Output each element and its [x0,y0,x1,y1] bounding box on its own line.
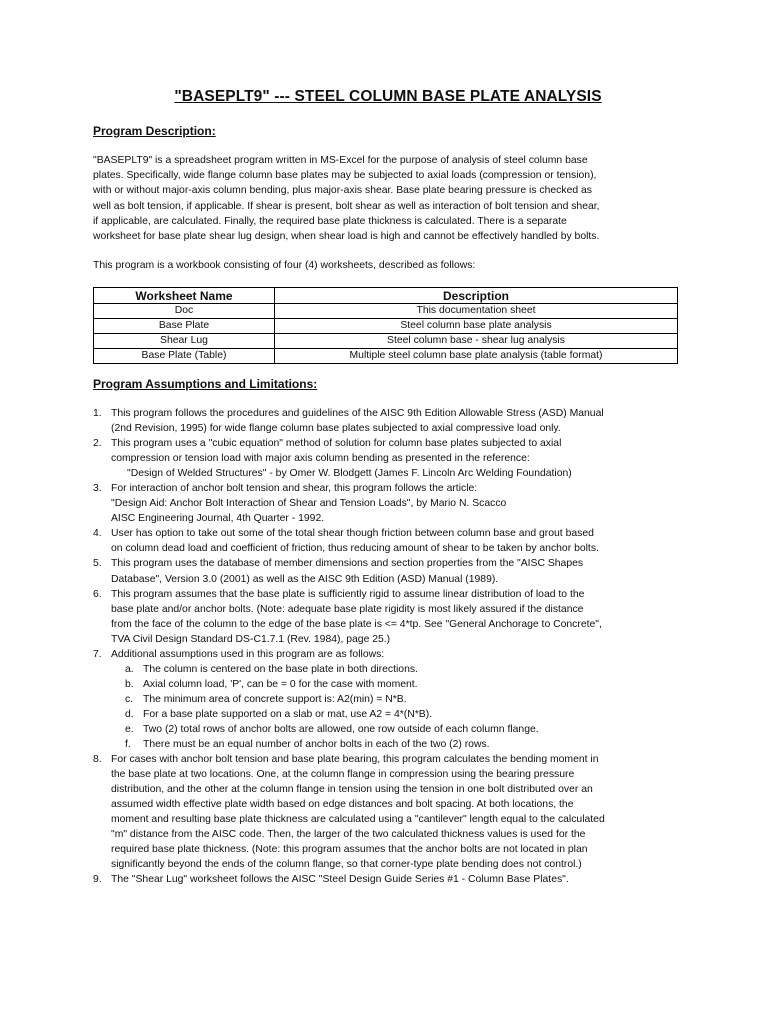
reference-line: "Design of Welded Structures" - by Omer W. Blodgett (James F. Lincoln Arc Welding Foundation) [127,468,572,480]
sub-item-text: There must be an equal number of anchor bolts in each of the two (2) rows. [143,739,490,751]
list-item [93,481,683,526]
item-line: Additional assumptions used in this program are as follows: [111,648,385,660]
program-description-text [93,153,678,244]
sub-item-letter: b. [125,678,134,690]
sub-list-item [111,662,683,677]
item-number: 9. [93,874,102,886]
table-row [94,304,678,319]
item-line: "m" distance from the AISC code. Then, the larger of the two calculated thickness values is used for the [111,829,586,841]
document-title: "BASEPLT9" --- STEEL COLUMN BASE PLATE ANALYSIS [174,88,602,105]
list-item [93,752,683,872]
worksheet-description-cell: This documentation sheet [275,304,678,319]
list-item [93,872,683,887]
program-description-heading: Program Description: [93,124,216,138]
sub-list-item [111,707,683,722]
item-line: For interaction of anchor bolt tension and shear, this program follows the article: [111,483,478,495]
table-row [94,319,678,334]
item-line: This program follows the procedures and guidelines of the AISC 9th Edition Allowable Stress (ASD) Manual [111,408,604,419]
worksheet-description-cell: Multiple steel column base plate analysis (table format) [275,349,678,364]
sub-item-text: The column is centered on the base plate in both directions. [143,663,418,675]
description-line: "BASEPLT9" is a spreadsheet program written in MS-Excel for the purpose of analysis of steel column base [93,155,588,166]
item-line: User has option to take out some of the total shear though friction between column base and grout based [111,528,594,540]
item-number: 2. [93,438,102,450]
description-line: with or without major-axis column bending, plus major-axis shear. Base plate bearing pressure is checked as [93,185,592,197]
sub-assumptions-list [111,662,683,752]
item-line: required base plate thickness. (Note: this program assumes that the anchor bolts are not located in plan [111,844,588,856]
item-line: For cases with anchor bolt tension and base plate bearing, this program calculates the bending moment in [111,754,599,766]
description-line: well as bolt tension, if applicable. If shear is present, bolt shear as well as interaction of bolt tension and shear, [93,200,600,212]
item-line: This program assumes that the base plate is sufficiently rigid to assume linear distribution of load to the [111,588,585,600]
worksheet-name-cell: Base Plate [94,319,275,334]
item-line: compression or tension load with major axis column bending as presented in the reference: [111,453,530,465]
item-line: This program uses a "cubic equation" method of solution for column base plates subjected to axial [111,438,562,450]
item-line: distribution, and the other at the column flange in tension using the tension in one bolt distributed over an [111,784,593,796]
list-item [93,556,683,586]
description-line: worksheet for base plate shear lug design, when shear load is high and cannot be effectively handled by bolts. [93,231,600,243]
item-line: AISC Engineering Journal, 4th Quarter - 1992. [111,513,325,525]
description-line: if applicable, are calculated. Finally, the required base plate thickness is calculated. There is a separate [93,215,567,227]
item-line: significantly beyond the ends of the column flange, so that corner-type plate bending does not control.) [111,859,582,871]
item-line: The "Shear Lug" worksheet follows the AISC "Steel Design Guide Series #1 - Column Base Plates". [111,874,569,886]
sub-item-letter: a. [125,663,134,675]
column-header-worksheet-name: Worksheet Name [94,288,275,304]
item-number: 6. [93,588,102,600]
item-line: from the face of the column to the edge of the base plate is <= 4*tp. See "General Anchorage to Concrete", [111,618,602,630]
sub-list-item [111,722,683,737]
worksheet-name-cell: Doc [94,304,275,319]
item-line: moment and resulting base plate thickness are calculated using a "cantilever" length equal to the calculated [111,814,605,826]
worksheet-description-cell: Steel column base - shear lug analysis [275,334,678,349]
item-number: 8. [93,754,102,766]
sub-item-text: The minimum area of concrete support is: A2(min) = N*B. [143,693,407,705]
sub-list-item [111,692,683,707]
description-line: plates. Specifically, wide flange column base plates may be subjected to axial loads (compression or tension), [93,170,597,182]
item-line: assumed width effective plate width based on edge distances and bolt spacing. At both locations, the [111,799,574,811]
sub-item-letter: d. [125,708,134,720]
item-line: TVA Civil Design Standard DS-C1.7.1 (Rev. 1984), page 25.) [111,633,391,645]
item-line: base plate and/or anchor bolts. (Note: adequate base plate rigidity is most likely assured if the distance [111,603,584,615]
list-item [93,436,683,481]
item-number: 4. [93,528,102,540]
worksheets-table [93,287,678,364]
column-header-description: Description [275,288,678,304]
item-line: "Design Aid: Anchor Bolt Interaction of Shear and Tension Loads", by Mario N. Scacco [111,498,507,510]
assumptions-list [93,406,683,888]
item-line: the base plate at two locations. One, at the column flange in compression using the bearing pressure [111,769,575,781]
worksheet-name-cell: Shear Lug [94,334,275,349]
sub-list-item [111,737,683,752]
item-line: Database", Version 3.0 (2001) as well as the AISC 9th Edition (ASD) Manual (1989). [111,573,499,585]
item-line: (2nd Revision, 1995) for wide flange column base plates subjected to axial compressive load only. [111,423,561,435]
table-row [94,349,678,364]
table-header-row [94,288,678,304]
list-item [93,526,683,556]
workbook-intro: This program is a workbook consisting of four (4) worksheets, described as follows: [93,260,476,271]
worksheet-description-cell: Steel column base plate analysis [275,319,678,334]
item-number: 3. [93,483,102,495]
item-line: on column dead load and coefficient of friction, thus reducing amount of shear to be taken by anchor bolts. [111,543,599,555]
sub-item-letter: f. [125,739,131,751]
sub-item-letter: c. [125,693,134,705]
list-item [93,647,683,752]
table-row [94,334,678,349]
sub-item-text: For a base plate supported on a slab or mat, use A2 = 4*(N*B). [143,708,433,720]
list-item [93,406,683,436]
item-number: 5. [93,558,102,570]
item-number: 7. [93,648,102,660]
sub-list-item [111,677,683,692]
sub-item-text: Two (2) total rows of anchor bolts are allowed, one row outside of each column flange. [143,723,539,735]
sub-item-text: Axial column load, 'P', can be = 0 for the case with moment. [143,678,418,690]
worksheet-name-cell: Base Plate (Table) [94,349,275,364]
list-item [93,587,683,647]
assumptions-heading: Program Assumptions and Limitations: [93,377,318,391]
sub-item-letter: e. [125,723,134,735]
item-line: This program uses the database of member dimensions and section properties from the "AISC Shapes [111,558,584,570]
item-number: 1. [93,408,102,419]
